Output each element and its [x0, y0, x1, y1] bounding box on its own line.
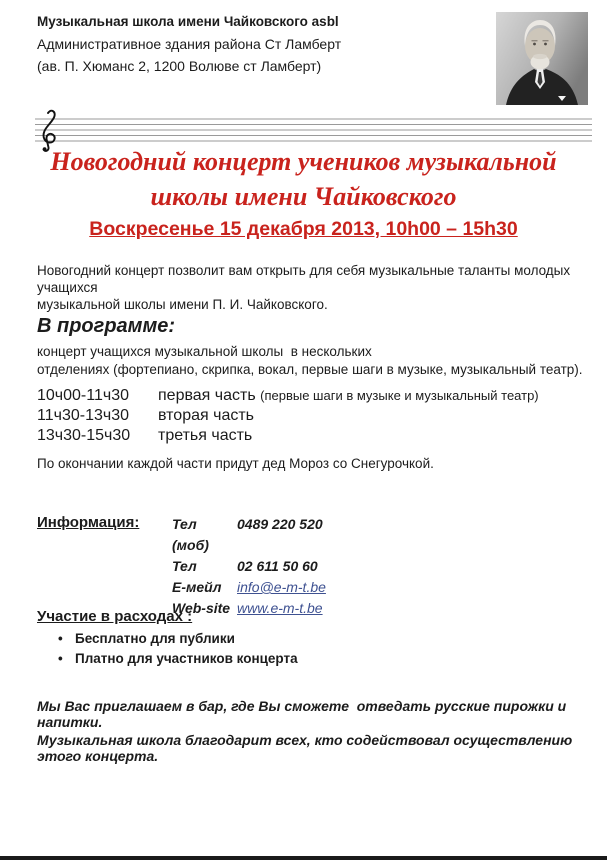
info-row-website: [172, 598, 326, 619]
school-name: Музыкальная школа имени Чайковского asbl: [37, 14, 339, 29]
closing-line-thanks: Музыкальная школа благодарит всех, кто содействовал осуществлению этого концерта.: [37, 732, 573, 764]
info-label: Тел (моб): [172, 516, 209, 553]
closing-line-bar: Мы Вас приглашаем в бар, где Вы сможете отведать русские пирожки и напитки.: [37, 698, 571, 730]
portrait-image: [496, 12, 588, 105]
address-line-2: (ав. П. Хюманс 2, 1200 Волюве ст Ламберт): [37, 58, 322, 74]
participation-bullets: [58, 629, 298, 668]
after-parts-note: По окончании каждой части придут дед Мороз со Снегурочкой.: [37, 456, 434, 471]
event-date-line: Воскресенье 15 декабря 2013, 10h00 – 15h30: [89, 218, 518, 240]
main-title-line-2: школы имени Чайковского: [150, 182, 457, 211]
schedule-time: 10ч00-11ч30: [37, 387, 129, 404]
schedule-time: 13ч30-15ч30: [37, 427, 131, 444]
schedule-row: [37, 426, 539, 446]
info-row-email: [172, 577, 326, 598]
main-title: [0, 144, 607, 214]
email-link[interactable]: info@e-m-t.be: [237, 579, 326, 595]
program-heading: В программе:: [37, 315, 176, 337]
participation-heading: Участие в расходах :: [37, 608, 193, 625]
info-label: Тел: [172, 558, 197, 574]
schedule-list: [37, 386, 539, 446]
bullet-text: Бесплатно для публики: [75, 631, 235, 646]
tchaikovsky-portrait-photo: [496, 12, 588, 105]
information-rows: [172, 514, 326, 619]
program-desc-line-2: отделениях (фортепиано, скрипка, вокал, первые шаги в музыке, музыкальный театр).: [37, 361, 583, 377]
header-block: [37, 11, 341, 77]
bullet-icon: •: [58, 631, 63, 646]
list-item: [58, 629, 298, 649]
schedule-note: (первые шаги в музыке и музыкальный театр): [260, 388, 539, 403]
schedule-part: первая часть: [158, 387, 256, 404]
phone-number: 02 611 50 60: [237, 558, 318, 574]
address-line-1: Административное здания района Ст Ламберт: [37, 36, 342, 52]
program-description: [37, 343, 597, 378]
bullet-icon: •: [58, 650, 63, 666]
info-row-phone: [172, 556, 326, 577]
info-label: Е-мейл: [172, 579, 222, 595]
bullet-text: Платно для участников концерта: [75, 650, 298, 666]
intro-line-1: Новогодний концерт позволит вам открыть для себя музыкальные таланты молодых учащихся: [37, 263, 571, 295]
info-row-phone-mobile: [172, 514, 326, 556]
main-title-line-1: Новогодний концерт учеников музыкальной: [50, 147, 557, 176]
schedule-part: вторая часть: [158, 407, 254, 424]
program-desc-line-1: концерт учащихся музыкальной школы в нескольких: [37, 344, 372, 359]
mobile-phone-number: 0489 220 520: [237, 516, 323, 532]
schedule-part: третья часть: [158, 427, 253, 444]
intro-paragraph: [37, 262, 587, 313]
information-heading: Информация:: [37, 514, 140, 531]
website-link[interactable]: www.e-m-t.be: [237, 600, 323, 616]
schedule-row: [37, 386, 539, 406]
info-label: Web-site: [172, 600, 231, 616]
intro-line-2: музыкальной школы имени П. И. Чайковского.: [37, 297, 328, 312]
schedule-time: 11ч30-13ч30: [37, 407, 129, 424]
page-bottom-border: [0, 856, 607, 860]
schedule-row: [37, 406, 539, 426]
list-item: [58, 649, 298, 669]
